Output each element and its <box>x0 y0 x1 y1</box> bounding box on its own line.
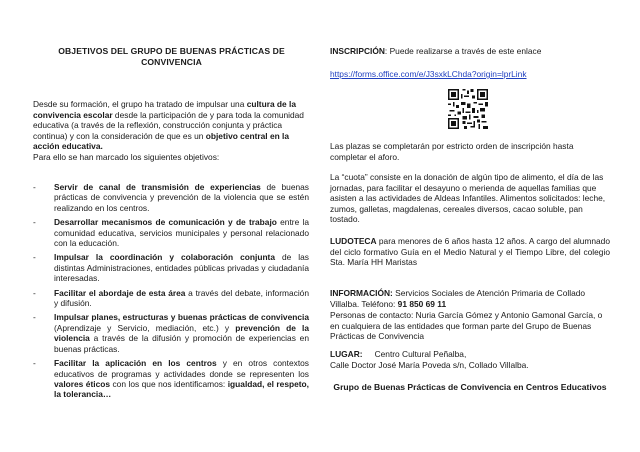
objective-item: - Desarrollar mecanismos de comunicación y de trabajo entre la comunidad educativa, servicios municipales y personal relacionado con la educación. <box>33 217 309 249</box>
ludoteca-label: LUDOTECA <box>330 236 377 246</box>
intro-text-3: Para ello se han marcado los siguientes objetivos: <box>33 151 220 162</box>
intro-paragraph <box>33 99 308 163</box>
place-label: LUGAR: <box>330 349 363 359</box>
place-line <box>330 349 610 360</box>
inscription-label: INSCRIPCIÓN <box>330 46 385 56</box>
intro-bold-2: objetivo central en la acción educativa. <box>33 130 290 152</box>
objective-item: - Facilitar el abordaje de esta área a través del debate, información y difusión. <box>33 287 309 309</box>
qr-code-icon[interactable] <box>448 89 488 129</box>
intro-text-1: Desde su formación, el grupo ha tratado de impulsar una <box>33 99 247 109</box>
info-paragraph <box>330 288 610 309</box>
footer-title: Grupo de Buenas Prácticas de Convivencia en Centros Educativos <box>333 382 607 392</box>
objective-item: - Impulsar planes, estructuras y buenas prácticas de convivencia (Aprendizaje y Servicio, mediación, etc.) y prevención de la violencia a través de la difusión y promoción de experiencias en buenas prácticas. <box>33 312 310 354</box>
intro-text-2: desde la participación de y para toda la comunidad educativa (a través de la reflexión, construcción conjunta y práctica continua) y con la consideración de que es un <box>33 109 304 141</box>
objective-item: - Facilitar la aplicación en los centros y en otros contextos educativos de programas y actividades donde se representen los valores éticos con los que nos identificamos: igualdad, el respeto, la tolerancia… <box>33 358 309 400</box>
cuota-paragraph: La “cuota” consiste en la donación de algún tipo de alimento, el día de las jornadas, para facilitar el desayuno o merienda de aquellas familias que asisten a las actividades de Aldeas Infantiles. Alimentos solicitados: leche, zumos, galletas, magdalenas, cereales diversos, cacao soluble, pan tostado. <box>330 172 606 224</box>
info-phone: 91 850 69 11 <box>397 298 447 309</box>
objectives-title: OBJETIVOS DEL GRUPO DE BUENAS PRÁCTICAS DE CONVIVENCIA <box>58 46 285 67</box>
info-text: Servicios Sociales de Atención Primaria de Collado Villalba. Teléfono: <box>330 288 586 309</box>
intro-bold-1: cultura de la convivencia escolar <box>33 99 297 120</box>
inscription-line <box>330 46 610 57</box>
places-paragraph: Las plazas se completarán por estricto orden de inscripción hasta completar el aforo. <box>330 141 574 162</box>
place-address: Calle Doctor José María Poveda s/n, Collado Villalba. <box>330 360 529 370</box>
ludoteca-text: para menores de 6 años hasta 12 años. A cargo del alumnado del ciclo formativo Guía en el Medio Natural y el Tiempo Libre, del colegio Sta. María HH Maristas <box>330 236 610 267</box>
inscription-link[interactable]: https://forms.office.com/e/J3sxkLChda?origin=lprLink <box>330 69 527 79</box>
ludoteca-paragraph <box>330 236 610 268</box>
objectives-list <box>33 182 309 404</box>
link-row <box>330 69 610 80</box>
objective-item: - Servir de canal de transmisión de experiencias de buenas prácticas de convivencia y prevención de la violencia que se estén realizando en los centros. <box>33 182 309 213</box>
contacts-paragraph: Personas de contacto: Nuria García Gómez y Antonio Gamonal García, o en cualquiera de las entidades que forman parte del Grupo de Buenas Prácticas de Convivencia <box>330 310 603 341</box>
place-name: Centro Cultural Peñalba, <box>374 349 467 359</box>
info-label: INFORMACIÓN: <box>330 288 393 298</box>
inscription-text: : Puede realizarse a través de este enlace <box>384 46 542 56</box>
objective-item: - Impulsar la coordinación y colaboración conjunta de las distintas Administraciones, entidades públicas privadas y ciudadanía interesadas. <box>33 252 309 284</box>
